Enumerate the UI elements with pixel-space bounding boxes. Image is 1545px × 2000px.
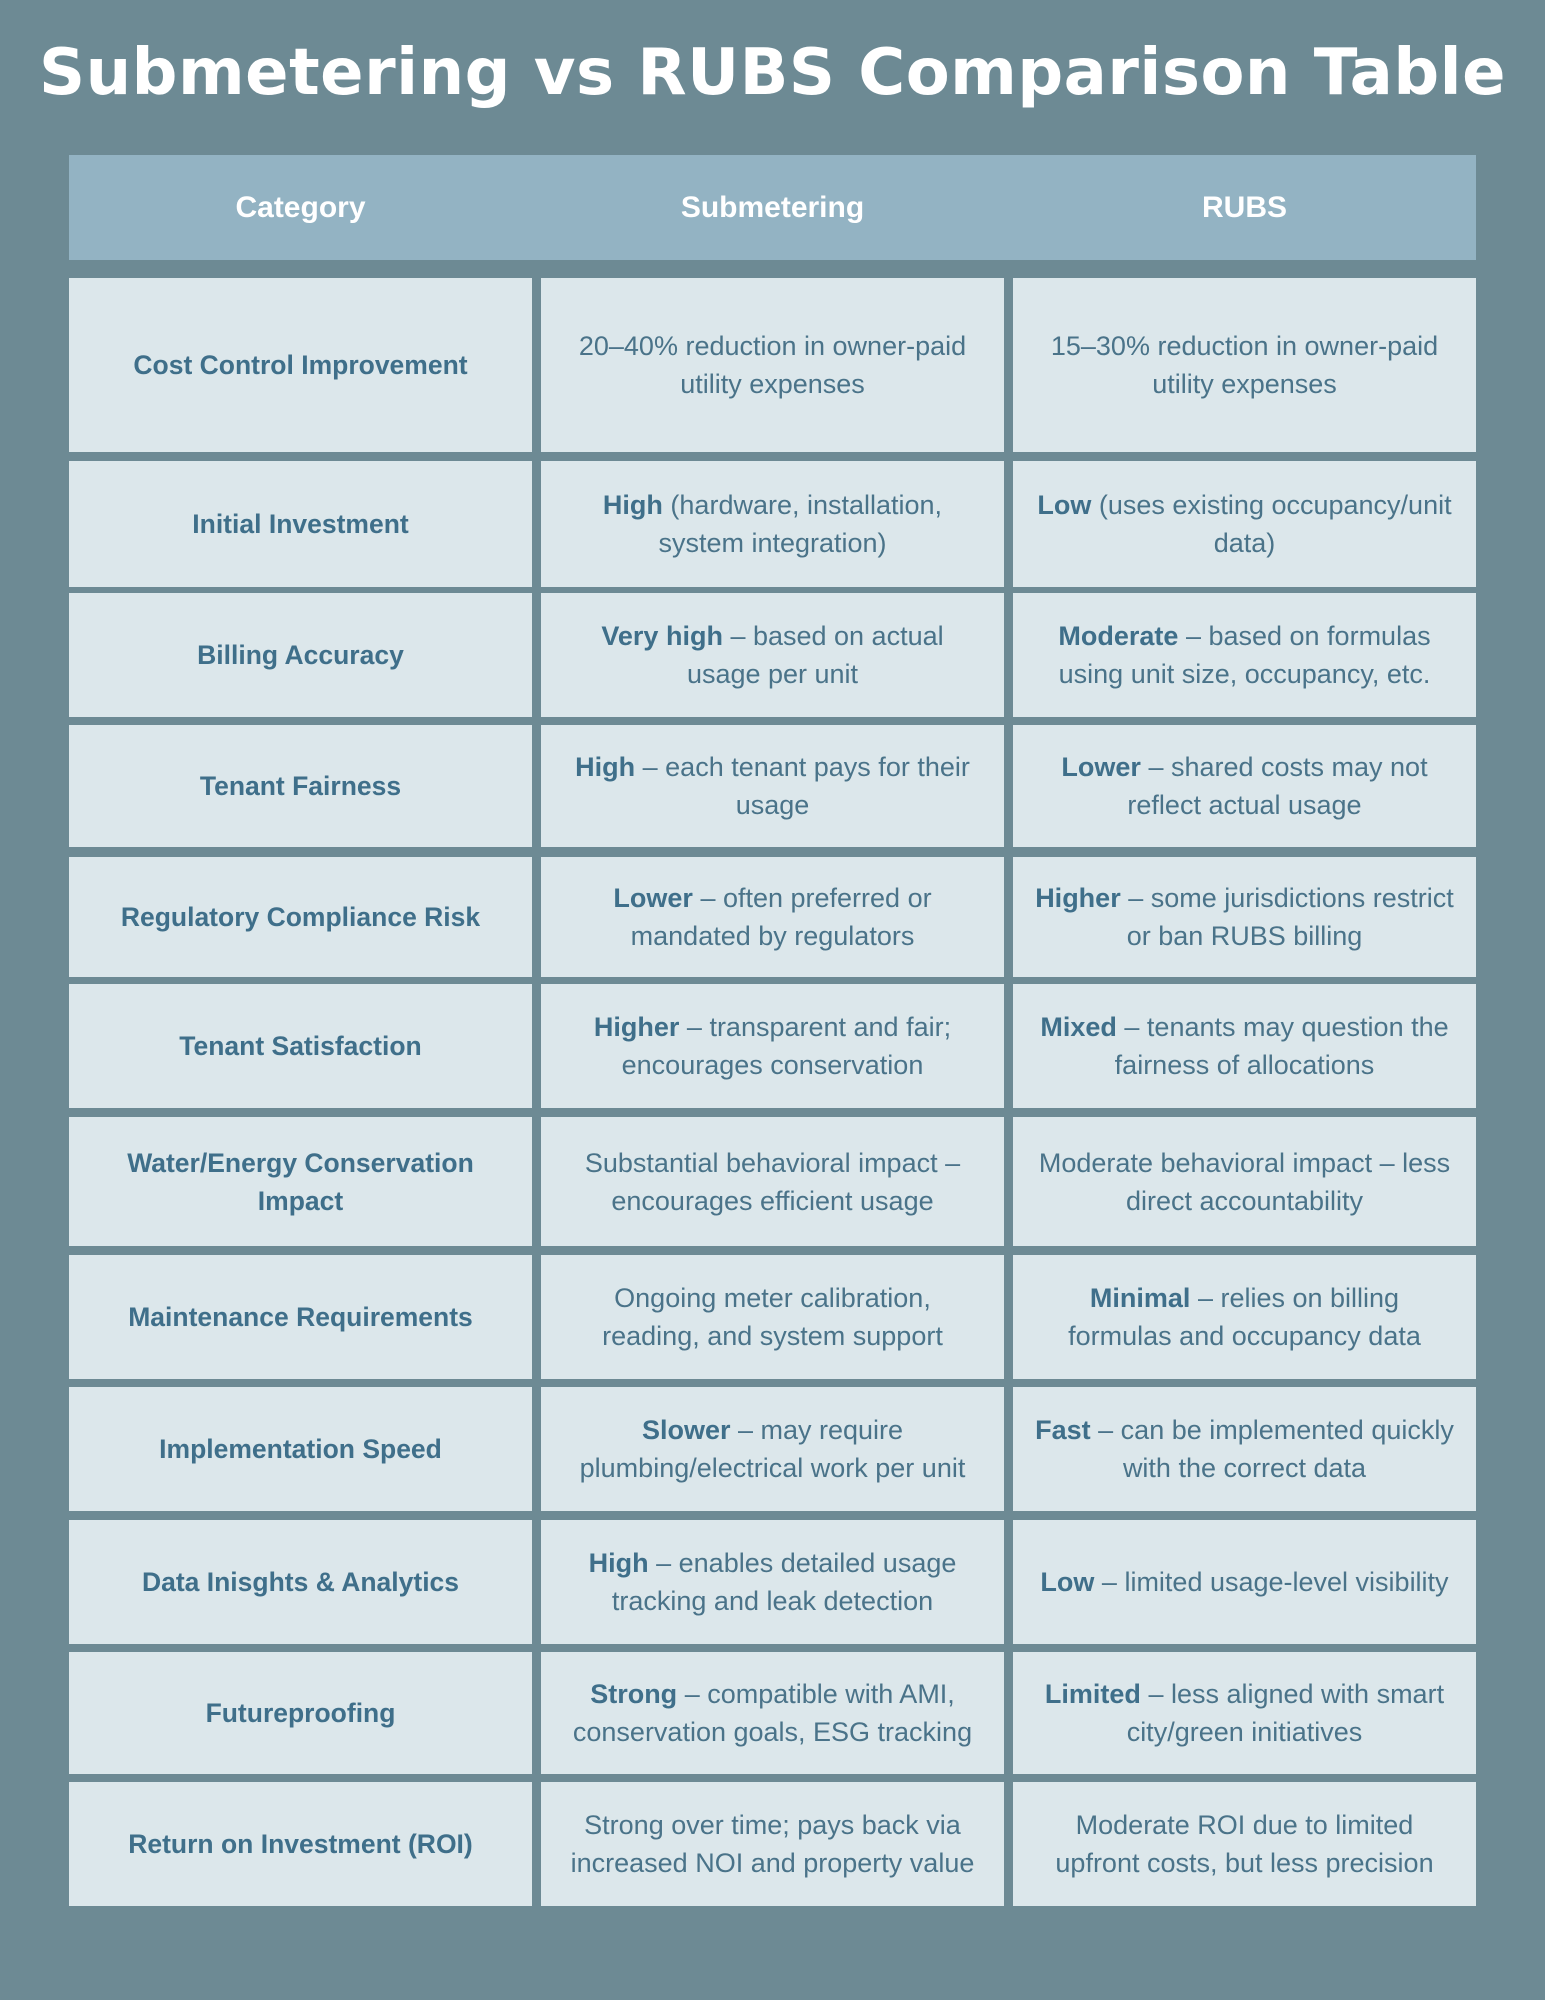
cell-description: (hardware, installation, system integration) xyxy=(658,490,943,558)
cell-description: Maintenance Requirements xyxy=(128,1302,473,1332)
cell-description: Regulatory Compliance Risk xyxy=(120,902,481,932)
cell-description: Moderate ROI due to limited upfront costs, but less precision xyxy=(1055,1810,1434,1878)
submetering-cell xyxy=(541,593,1004,717)
cell-rating: Slower xyxy=(641,1415,731,1445)
cell-text xyxy=(563,617,982,693)
table-row xyxy=(69,1652,1476,1774)
cell-description: – some jurisdictions restrict or ban RUBS billing xyxy=(1120,883,1454,951)
cell-description: 20–40% reduction in owner-paid utility expenses xyxy=(578,331,967,399)
header-rubs: RUBS xyxy=(1201,190,1287,224)
cell-text xyxy=(563,1411,982,1487)
cell-text xyxy=(563,327,982,403)
cell-text xyxy=(128,1298,473,1336)
submetering-cell xyxy=(541,1387,1004,1511)
submetering-cell xyxy=(541,461,1004,587)
cell-rating: Strong xyxy=(590,1679,678,1709)
cell-text xyxy=(1035,327,1454,403)
cell-description: – can be implemented quickly with the correct data xyxy=(1090,1415,1454,1483)
cell-rating: Moderate xyxy=(1058,621,1179,651)
cell-text xyxy=(563,748,982,824)
cell-rating: Low xyxy=(1037,490,1092,520)
cell-text xyxy=(128,1825,473,1863)
category-cell xyxy=(69,1652,532,1774)
cell-text xyxy=(1035,1411,1454,1487)
category-cell xyxy=(69,857,532,977)
rubs-cell xyxy=(1013,1782,1476,1906)
cell-description: Cost Control Improvement xyxy=(133,350,468,380)
rubs-cell xyxy=(1013,278,1476,452)
cell-text xyxy=(1035,879,1454,955)
table-row xyxy=(69,1782,1476,1906)
cell-description: Water/Energy Conservation Impact xyxy=(127,1147,474,1216)
cell-description: – based on formulas using unit size, occupancy, etc. xyxy=(1058,621,1431,689)
rubs-cell xyxy=(1013,984,1476,1108)
rubs-cell xyxy=(1013,1520,1476,1644)
cell-rating: Very high xyxy=(601,621,723,651)
table-row xyxy=(69,593,1476,717)
cell-description: 15–30% reduction in owner-paid utility expenses xyxy=(1050,331,1439,399)
cell-description: – may require plumbing/electrical work per unit xyxy=(579,1415,966,1483)
table-row xyxy=(69,461,1476,587)
cell-text xyxy=(197,636,404,674)
category-cell xyxy=(69,1255,532,1379)
cell-rating: Higher xyxy=(1035,883,1121,913)
rubs-cell xyxy=(1013,1652,1476,1774)
rubs-cell xyxy=(1013,1117,1476,1246)
cell-description: – based on actual usage per unit xyxy=(686,621,944,689)
cell-text xyxy=(1035,1144,1454,1220)
rubs-cell xyxy=(1013,857,1476,977)
cell-rating: Lower xyxy=(1061,752,1141,782)
category-cell xyxy=(69,1387,532,1511)
cell-text xyxy=(1035,617,1454,693)
rubs-cell xyxy=(1013,461,1476,587)
submetering-cell xyxy=(541,725,1004,847)
table-row xyxy=(69,1520,1476,1644)
table-row xyxy=(69,1387,1476,1511)
cell-description: Tenant Satisfaction xyxy=(179,1031,422,1061)
cell-text xyxy=(563,486,982,562)
cell-description: – compatible with AMI, conservation goals, ESG tracking xyxy=(572,1679,973,1747)
cell-text xyxy=(1035,1675,1454,1751)
cell-rating: Fast xyxy=(1035,1415,1091,1445)
submetering-cell xyxy=(541,1652,1004,1774)
cell-text xyxy=(563,1806,982,1882)
cell-text xyxy=(1035,1008,1454,1084)
rubs-cell xyxy=(1013,593,1476,717)
header-submetering: Submetering xyxy=(680,190,865,224)
submetering-cell xyxy=(541,278,1004,452)
cell-text xyxy=(179,1027,421,1065)
cell-rating: Low xyxy=(1040,1567,1095,1597)
cell-text xyxy=(121,898,480,936)
cell-description: – limited usage-level visibility xyxy=(1094,1567,1449,1597)
category-cell xyxy=(69,725,532,847)
cell-description: (uses existing occupancy/unit data) xyxy=(1091,490,1452,558)
cell-text xyxy=(563,879,982,955)
table-row xyxy=(69,278,1476,452)
cell-text xyxy=(1035,1806,1454,1882)
cell-rating: Lower xyxy=(613,883,693,913)
cell-description: Futureproofing xyxy=(205,1698,396,1728)
cell-text xyxy=(133,346,467,384)
rubs-cell xyxy=(1013,1255,1476,1379)
submetering-cell xyxy=(541,1782,1004,1906)
cell-description: – tenants may question the fairness of allocations xyxy=(1114,1012,1449,1080)
cell-text xyxy=(91,1144,510,1220)
submetering-cell xyxy=(541,857,1004,977)
cell-text xyxy=(563,1008,982,1084)
cell-description: Return on Investment (ROI) xyxy=(128,1829,473,1859)
table-header xyxy=(69,155,1476,260)
table-row xyxy=(69,857,1476,977)
cell-description: Tenant Fairness xyxy=(199,771,402,801)
cell-description: Initial Investment xyxy=(192,509,409,539)
cell-text xyxy=(200,767,401,805)
cell-text xyxy=(1035,486,1454,562)
cell-rating: Minimal xyxy=(1089,1283,1191,1313)
submetering-cell xyxy=(541,984,1004,1108)
cell-description: Billing Accuracy xyxy=(197,640,404,670)
category-cell xyxy=(69,278,532,452)
cell-description: Strong over time; pays back via increased NOI and property value xyxy=(570,1810,975,1878)
cell-text xyxy=(192,505,408,543)
cell-description: – shared costs may not reflect actual usage xyxy=(1127,752,1428,820)
category-cell xyxy=(69,461,532,587)
cell-text xyxy=(563,1144,982,1220)
submetering-cell xyxy=(541,1255,1004,1379)
cell-text xyxy=(206,1694,396,1732)
page-title: Submetering vs RUBS Comparison Table xyxy=(39,36,1506,110)
table-row xyxy=(69,1117,1476,1246)
cell-description: – often preferred or mandated by regulators xyxy=(630,883,932,951)
cell-rating: Higher xyxy=(593,1012,680,1042)
cell-rating: High xyxy=(602,490,663,520)
cell-description: – enables detailed usage tracking and leak detection xyxy=(611,1548,957,1616)
category-cell xyxy=(69,593,532,717)
table-row xyxy=(69,984,1476,1108)
cell-text xyxy=(159,1430,442,1468)
cell-text xyxy=(1040,1563,1448,1601)
table-row xyxy=(69,1255,1476,1379)
category-cell xyxy=(69,1782,532,1906)
cell-description: – less aligned with smart city/green initiatives xyxy=(1126,1679,1445,1747)
header-category: Category xyxy=(235,190,366,224)
rubs-cell xyxy=(1013,1387,1476,1511)
cell-rating: Limited xyxy=(1044,1679,1141,1709)
cell-rating: High xyxy=(588,1548,649,1578)
category-cell xyxy=(69,1520,532,1644)
cell-description: Ongoing meter calibration, reading, and system support xyxy=(602,1283,943,1351)
cell-rating: Mixed xyxy=(1040,1012,1117,1042)
category-cell xyxy=(69,1117,532,1246)
cell-text xyxy=(563,1279,982,1355)
cell-text xyxy=(142,1563,459,1601)
cell-description: Implementation Speed xyxy=(159,1434,442,1464)
cell-text xyxy=(563,1544,982,1620)
table-row xyxy=(69,725,1476,847)
category-cell xyxy=(69,984,532,1108)
cell-text xyxy=(1035,1279,1454,1355)
submetering-cell xyxy=(541,1117,1004,1246)
cell-description: Substantial behavioral impact – encourages efficient usage xyxy=(584,1147,961,1216)
cell-description: – each tenant pays for their usage xyxy=(635,752,970,820)
rubs-cell xyxy=(1013,725,1476,847)
cell-rating: High xyxy=(575,752,636,782)
submetering-cell xyxy=(541,1520,1004,1644)
cell-text xyxy=(1035,748,1454,824)
cell-description: Data Inisghts & Analytics xyxy=(141,1567,460,1597)
cell-description: Moderate behavioral impact – less direct accountability xyxy=(1038,1147,1451,1216)
cell-description: – transparent and fair; encourages conservation xyxy=(621,1012,952,1080)
cell-description: – relies on billing formulas and occupancy data xyxy=(1068,1283,1421,1351)
cell-text xyxy=(563,1675,982,1751)
